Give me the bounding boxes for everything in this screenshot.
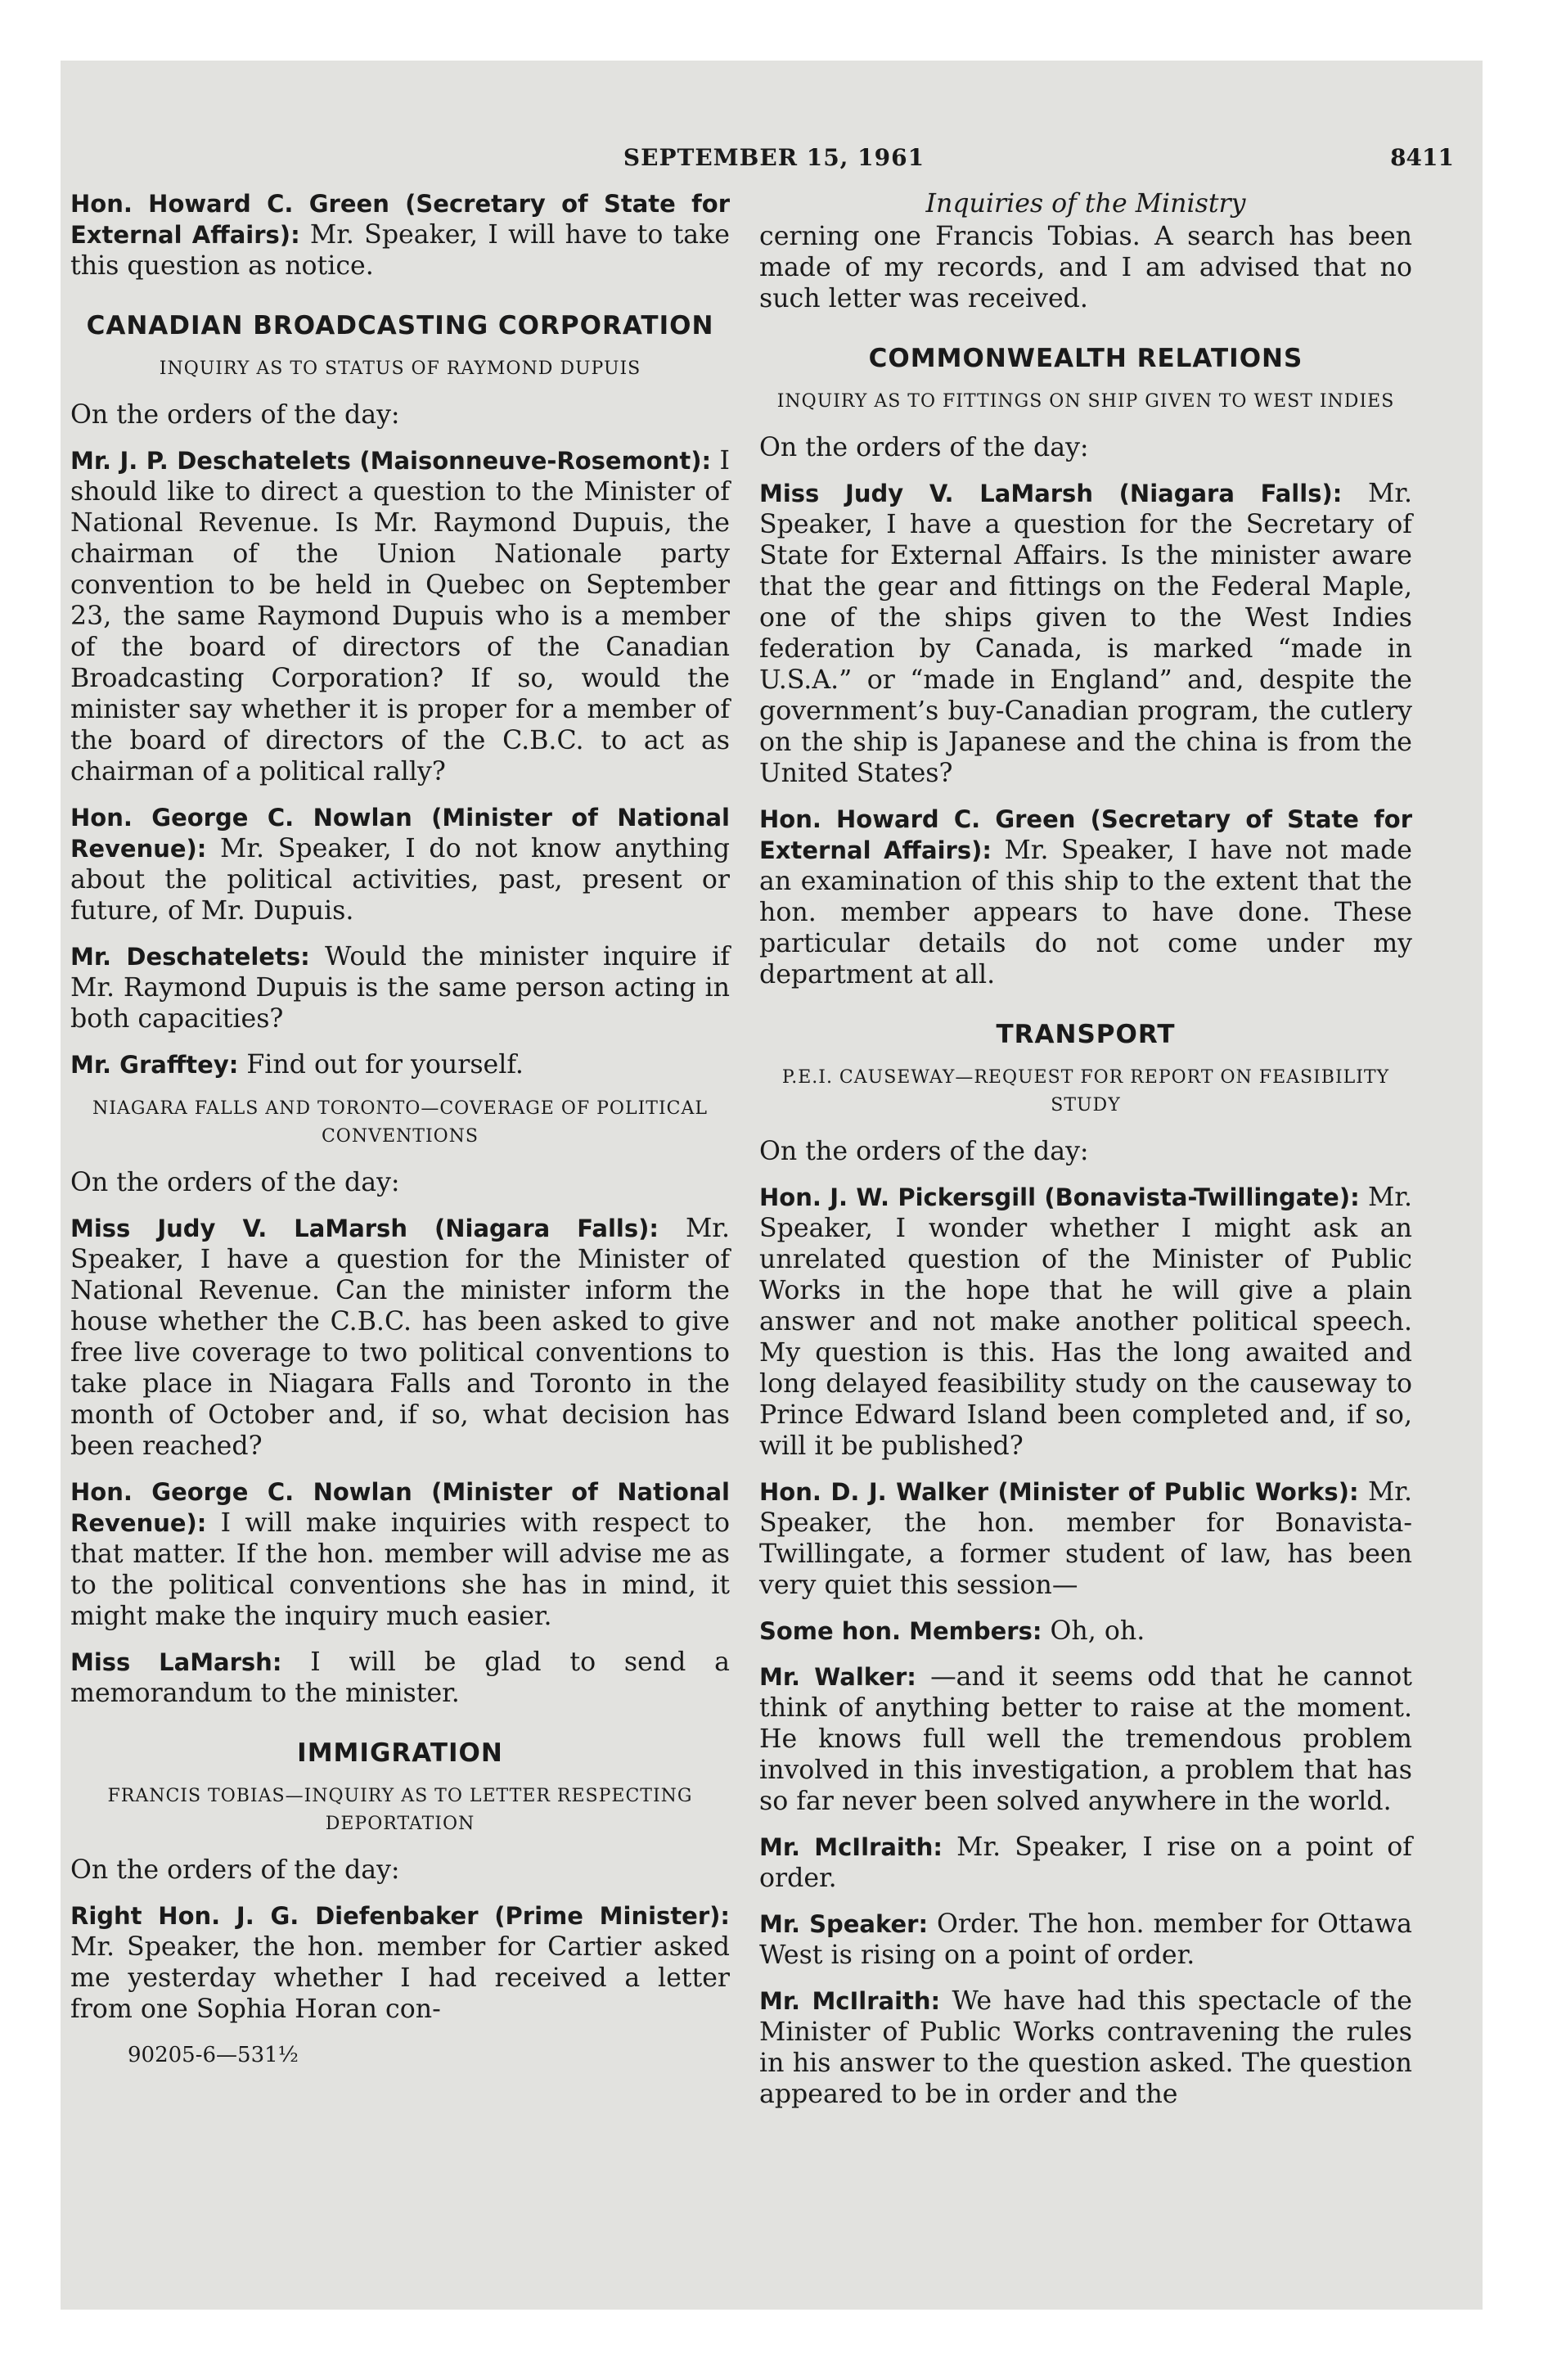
speech-text: Would the minister inquire if Mr. Raymond Dupuis is the same person acting in both capacities? [70,942,730,1034]
speech-paragraph [759,1616,1412,1647]
section-heading: COMMONWEALTH RELATIONS [868,344,1303,373]
orders-of-the-day: On the orders of the day: [70,400,400,430]
speech-text: cerning one Francis Tobias. A search has been made of my records, and I am advised that no such letter was received. [759,222,1412,313]
speech-paragraph [70,1647,730,1709]
footer-code: 90205-6—531½ [128,2043,299,2067]
speech-text: Mr. Speaker, I will have to take this question as notice. [70,220,730,281]
section-heading: CANADIAN BROADCASTING CORPORATION [86,311,714,340]
orders-of-the-day: On the orders of the day: [70,1855,400,1885]
speech-paragraph [70,1213,730,1462]
speech-paragraph [759,478,1412,789]
speech-paragraph [70,802,730,926]
speaker-name: Miss LaMarsh: [70,1648,282,1676]
section-subheading: P.E.I. CAUSEWAY—REQUEST FOR REPORT ON FEASIBILITY STUDY [781,1067,1390,1116]
speaker-name: Hon. J. W. Pickersgill (Bonavista-Twillingate): [759,1183,1360,1211]
section-subheading: INQUIRY AS TO FITTINGS ON SHIP GIVEN TO WEST INDIES [776,391,1395,412]
section-subheading: INQUIRY AS TO STATUS OF RAYMOND DUPUIS [159,358,641,379]
speaker-name: Right Hon. J. G. Diefenbaker (Prime Minister): [70,1902,730,1930]
speech-paragraph [759,804,1412,990]
running-head: Inquiries of the Ministry [925,189,1246,219]
speaker-name: Mr. Deschatelets: [70,943,310,971]
section-subheading: FRANCIS TOBIAS—INQUIRY AS TO LETTER RESPECTING DEPORTATION [107,1786,693,1834]
speech-text: Mr. Speaker, the hon. member for Cartier asked me yesterday whether I had received a letter from one Sophia Horan con- [70,1932,730,2024]
speaker-name: Mr. Speaker: [759,1910,929,1938]
speaker-name: Hon. George C. Nowlan (Minister of National Revenue): [70,804,730,863]
speaker-name: Hon. Howard C. Green (Secretary of State for External Affairs): [759,805,1412,864]
orders-of-the-day: On the orders of the day: [70,1168,400,1197]
speech-paragraph [759,1182,1412,1462]
right-column [759,188,1412,2125]
speech-text: Mr. Speaker, I have not made an examination of this ship to the extent that the hon. member appears to have done. These particular details do not come under my department at all. [759,836,1412,989]
speaker-name: Hon. George C. Nowlan (Minister of National Revenue): [70,1478,730,1537]
speech-text: Mr. Speaker, I rise on a point of order. [759,1832,1412,1893]
speech-paragraph [759,1661,1412,1817]
speech-paragraph [70,188,730,282]
speech-text: —and it seems odd that he cannot think of anything better to raise at the moment. He knows full well the tremendous problem involved in this investigation, a problem that has so far never been solved anywhere in the world. [759,1662,1412,1816]
speech-text: Mr. Speaker, I wonder whether I might ask an unrelated question of the Minister of Public Works in the hope that he will give a plain answer and not make another political speech. My question is this. Has the long awaited and long delayed feasibility study on the causeway to Prince Edward Island been completed and, if so, will it be published? [759,1183,1412,1461]
speech-text: Mr. Speaker, I have a question for the Minister of National Revenue. Can the minister inform the house whether the C.B.C. has been asked to give free live coverage to two political conventions to take place in Niagara Falls and Toronto in the month of October and, if so, what decision has been reached? [70,1214,730,1461]
speech-paragraph [759,1986,1412,2110]
speech-paragraph [70,941,730,1034]
speech-paragraph [759,1832,1412,1894]
speech-text: Oh, oh. [1042,1616,1145,1646]
section-heading: TRANSPORT [996,1020,1176,1049]
speaker-name: Mr. Grafftey: [70,1051,239,1079]
speaker-name: Hon. Howard C. Green (Secretary of State for External Affairs): [70,190,730,249]
speech-text: I will be glad to send a memorandum to the minister. [70,1648,731,1708]
left-column [70,188,730,2071]
speech-text: Mr. Speaker, I do not know anything about the political activities, past, present or future, of Mr. Dupuis. [70,834,730,926]
page-header [0,144,1548,185]
speech-text: Mr. Speaker, I have a question for the Secretary of State for External Affairs. Is the minister aware that the gear and fittings on the Federal Maple, one of the ships given to the West Indies federation by Canada, is marked “made in U.S.A.” or “made in England” and, despite the government’s buy-Canadian program, the cutlery on the ship is Japanese and the china is from the United States? [759,479,1412,788]
speaker-name: Mr. Walker: [759,1663,916,1691]
speech-text: Order. The hon. member for Ottawa West is rising on a point of order. [759,1909,1412,1970]
speech-text: Find out for yourself. [238,1050,524,1080]
speech-paragraph [70,445,730,787]
speech-text: I should like to direct a question to the Minister of National Revenue. Is Mr. Raymond Dupuis, the chairman of the Union Nationale party convention to be held in Quebec on September 23, the same Raymond Dupuis who is a member of the board of directors of the Canadian Broadcasting Corporation? If so, would the minister say whether it is proper for a member of the board of directors of the C.B.C. to act as chairman of a political rally? [70,446,730,787]
speech-paragraph [70,1900,730,2025]
speaker-name: Miss Judy V. LaMarsh (Niagara Falls): [759,480,1343,507]
speech-paragraph [70,1476,730,1632]
speech-paragraph [759,1476,1412,1601]
speaker-name: Mr. McIlraith: [759,1987,941,2015]
speaker-name: Hon. D. J. Walker (Minister of Public Works): [759,1478,1359,1506]
speaker-name: Some hon. Members: [759,1617,1042,1645]
section-heading: IMMIGRATION [297,1738,503,1768]
speech-paragraph [70,1049,730,1080]
speaker-name: Mr. J. P. Deschatelets (Maisonneuve-Rosemont): [70,447,712,475]
speech-text: I will make inquiries with respect to that matter. If the hon. member will advise me as to the political conventions she has in mind, it might make the inquiry much easier. [70,1508,730,1631]
page-number: 8411 [1390,144,1454,171]
speech-paragraph [759,1909,1412,1971]
speech-paragraph [759,221,1412,314]
speech-text: Mr. Speaker, the hon. member for Bonavista-Twillingate, a former student of law, has been very quiet this session— [759,1477,1412,1600]
speaker-name: Miss Judy V. LaMarsh (Niagara Falls): [70,1215,659,1242]
header-date: SEPTEMBER 15, 1961 [623,144,925,171]
section-subheading: NIAGARA FALLS AND TORONTO—COVERAGE OF POLITICAL CONVENTIONS [92,1098,708,1147]
orders-of-the-day: On the orders of the day: [759,433,1089,462]
speaker-name: Mr. McIlraith: [759,1833,943,1861]
orders-of-the-day: On the orders of the day: [759,1137,1089,1166]
speech-text: We have had this spectacle of the Minister of Public Works contravening the rules in his answer to the question asked. The question appeared to be in order and the [759,1986,1412,2109]
